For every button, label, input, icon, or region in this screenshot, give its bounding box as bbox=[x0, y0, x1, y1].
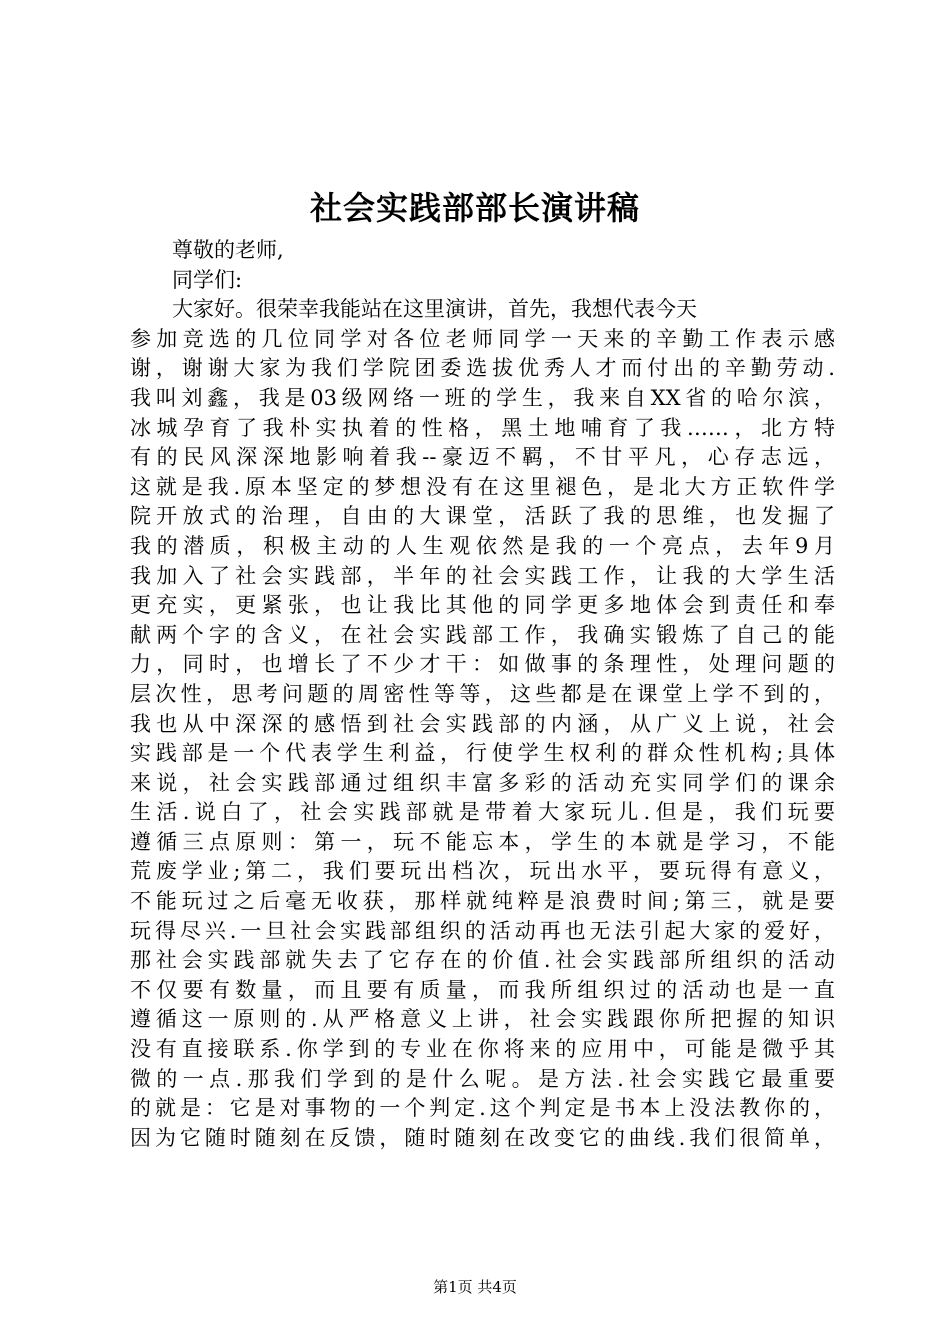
text-line: 更充实，更紧张，也让我比其他的同学更多地体会到责任和奉 bbox=[130, 593, 835, 618]
text-line: 来说，社会实践部通过组织丰富多彩的活动充实同学们的课余 bbox=[130, 770, 835, 795]
body-paragraph bbox=[130, 295, 835, 1153]
text-line: 遵循三点原则：第一，玩不能忘本，学生的本就是学习，不能 bbox=[130, 829, 835, 854]
document-title: 社会实践部部长演讲稿 bbox=[309, 189, 640, 227]
text-line: 院开放式的治理，自由的大课堂，活跃了我的思维，也发掘了 bbox=[130, 504, 835, 529]
text-line: 冰城孕育了我朴实执着的性格，黑土地哺育了我……，北方特 bbox=[130, 415, 835, 440]
text-line: 那社会实践部就失去了它存在的价值.社会实践部所组织的活动 bbox=[130, 948, 835, 973]
salutation-line: 同学们: bbox=[172, 267, 243, 292]
text-line: 我叫刘鑫，我是03级网络一班的学生，我来自XX省的哈尔滨， bbox=[130, 385, 835, 410]
text-line: 微的一点.那我们学到的是什么呢。是方法.社会实践它最重要 bbox=[130, 1066, 835, 1091]
text-line: 的就是：它是对事物的一个判定.这个判定是书本上没法教你的， bbox=[130, 1096, 835, 1121]
text-line: 遵循这一原则的.从严格意义上讲，社会实践跟你所把握的知识 bbox=[130, 1007, 835, 1032]
text-line: 我的潜质，积极主动的人生观依然是我的一个亮点，去年9月 bbox=[130, 533, 835, 558]
text-line: 力，同时，也增长了不少才干：如做事的条理性，处理问题的 bbox=[130, 652, 835, 677]
text-line: 这就是我.原本坚定的梦想没有在这里褪色，是北大方正软件学 bbox=[130, 474, 835, 499]
text-line: 玩得尽兴.一旦社会实践部组织的活动再也无法引起大家的爱好， bbox=[130, 918, 835, 943]
text-line: 实践部是一个代表学生利益，行使学生权利的群众性机构;具体 bbox=[130, 741, 835, 766]
text-line: 谢，谢谢大家为我们学院团委选拔优秀人才而付出的辛勤劳动. bbox=[130, 356, 835, 381]
text-line: 不能玩过之后毫无收获，那样就纯粹是浪费时间;第三，就是要 bbox=[130, 889, 835, 914]
text-line: 层次性，思考问题的周密性等等，这些都是在课堂上学不到的， bbox=[130, 681, 835, 706]
text-line: 献两个字的含义，在社会实践部工作，我确实锻炼了自己的能 bbox=[130, 622, 835, 647]
text-line: 我加入了社会实践部，半年的社会实践工作，让我的大学生活 bbox=[130, 563, 835, 588]
text-line: 生活.说白了，社会实践部就是带着大家玩儿.但是，我们玩要 bbox=[130, 800, 835, 825]
text-line: 因为它随时随刻在反馈，随时随刻在改变它的曲线.我们很简单， bbox=[130, 1125, 835, 1150]
text-line: 没有直接联系.你学到的专业在你将来的应用中，可能是微乎其 bbox=[130, 1037, 835, 1062]
text-line: 大家好。很荣幸我能站在这里演讲，首先，我想代表今天 bbox=[172, 297, 697, 322]
text-line: 参加竞选的几位同学对各位老师同学一天来的辛勤工作表示感 bbox=[130, 326, 835, 351]
text-line: 荒废学业;第二，我们要玩出档次，玩出水平，要玩得有意义， bbox=[130, 859, 835, 884]
text-line: 我也从中深深的感悟到社会实践部的内涵，从广义上说，社会 bbox=[130, 711, 835, 736]
document-body bbox=[130, 236, 835, 1153]
salutation-line: 尊敬的老师, bbox=[172, 238, 284, 262]
page-footer: 第1页 共4页 bbox=[433, 1278, 517, 1296]
text-line: 有的民风深深地影响着我--豪迈不羁，不甘平凡，心存志远， bbox=[130, 445, 835, 470]
text-line: 不仅要有数量，而且要有质量，而我所组织过的活动也是一直 bbox=[130, 977, 835, 1002]
